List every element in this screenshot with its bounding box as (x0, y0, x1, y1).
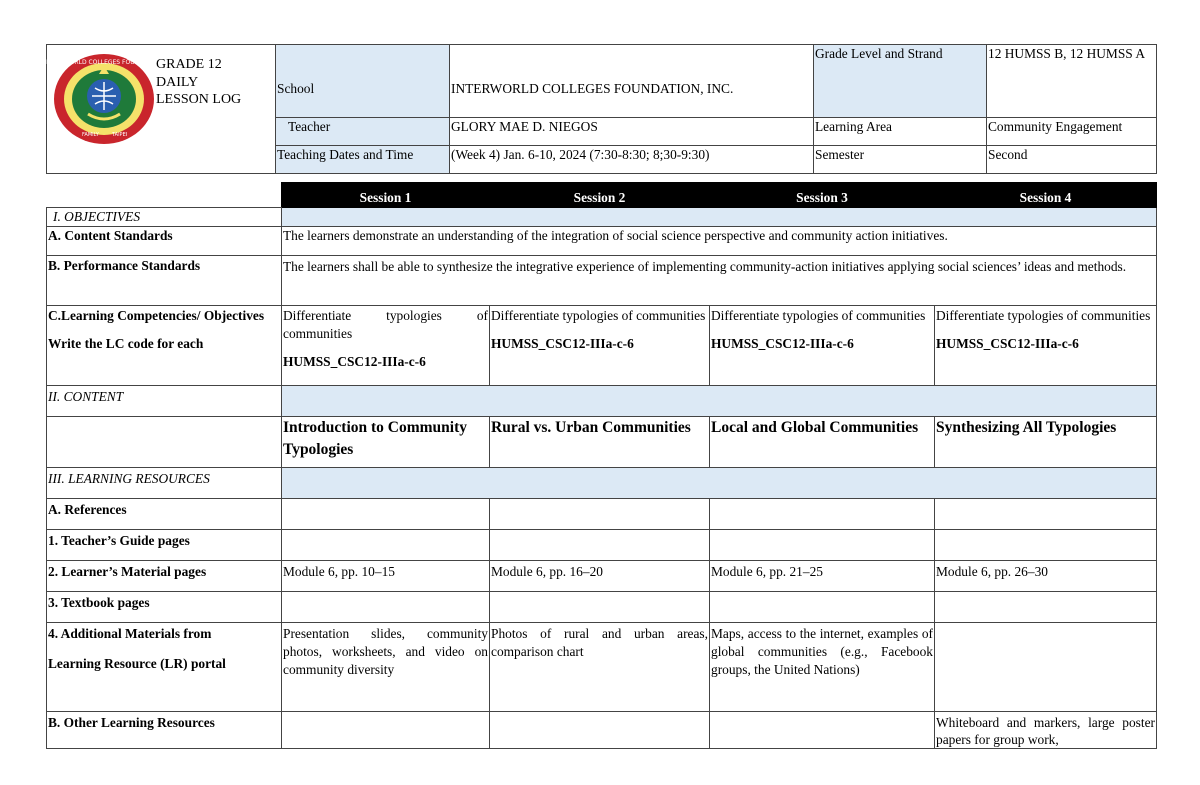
tg-row (47, 530, 1157, 561)
content-heading-row (47, 386, 1157, 417)
grade-value: 12 HUMSS B, 12 HUMSS A (987, 45, 1157, 118)
objectives-band (282, 208, 1157, 227)
additional-label-1: 4. Additional Materials from (48, 626, 212, 641)
tg-label: 1. Teacher’s Guide pages (47, 530, 282, 561)
other-cell-1 (282, 712, 490, 749)
content-heading: II. CONTENT (47, 386, 282, 417)
additional-row (47, 623, 1157, 712)
additional-cell-2: Photos of rural and urban areas, comparison chart (490, 623, 710, 712)
logo-text: INTERWORLD COLLEGES FOUNDATION (46, 59, 162, 66)
other-cell-4: Whiteboard and markers, large poster papers for group work, (935, 712, 1157, 749)
lc-code-2: HUMSS_CSC12-IIIa-c-6 (491, 336, 634, 351)
lm-label: 2. Learner’s Material pages (47, 561, 282, 592)
references-label: A. References (47, 499, 282, 530)
objectives-heading: I. OBJECTIVES (47, 208, 282, 227)
session-3-header: Session 3 (710, 183, 935, 208)
lesson-table (46, 182, 1157, 749)
school-logo-icon (46, 52, 162, 146)
session-1-header: Session 1 (282, 183, 490, 208)
topic-4: Synthesizing All Typologies (935, 417, 1157, 468)
additional-label-2: Learning Resource (LR) portal (48, 656, 226, 671)
resources-heading: III. LEARNING RESOURCES (47, 468, 282, 499)
tg-cell-4 (935, 530, 1157, 561)
session-header-row (47, 183, 1157, 208)
school-value: INTERWORLD COLLEGES FOUNDATION, INC. (450, 45, 814, 118)
performance-standards-value: The learners shall be able to synthesize the integrative experience of implementing community-action initiatives applying social sciences’ ideas and methods. (282, 256, 1157, 306)
semester-label: Semester (814, 146, 987, 174)
competencies-label-cell (47, 306, 282, 386)
content-standards-label: A. Content Standards (47, 227, 282, 256)
other-resources-row (47, 712, 1157, 749)
title-line-2: DAILY (156, 74, 199, 90)
resources-band (282, 468, 1157, 499)
logo-cell (47, 45, 276, 174)
semester-value: Second (987, 146, 1157, 174)
competencies-row (47, 306, 1157, 386)
dates-value: (Week 4) Jan. 6-10, 2024 (7:30-8:30; 8;30-9:30) (450, 146, 814, 174)
references-row (47, 499, 1157, 530)
content-standards-row (47, 227, 1157, 256)
textbook-cell-3 (710, 592, 935, 623)
lm-cell-4: Module 6, pp. 26–30 (935, 561, 1157, 592)
lc-text-4: Differentiate typologies of communities (936, 308, 1151, 323)
references-cell-1 (282, 499, 490, 530)
session-2-header: Session 2 (490, 183, 710, 208)
content-band (282, 386, 1157, 417)
performance-standards-label: B. Performance Standards (47, 256, 282, 306)
resources-heading-row (47, 468, 1157, 499)
tg-cell-1 (282, 530, 490, 561)
references-cell-4 (935, 499, 1157, 530)
lc-cell-3 (710, 306, 935, 386)
tg-cell-3 (710, 530, 935, 561)
additional-cell-1: Presentation slides, community photos, worksheets, and video on community diversity (282, 623, 490, 712)
teacher-label: Teacher (276, 118, 450, 146)
other-cell-2 (490, 712, 710, 749)
lc-code-label: Write the LC code for each (48, 336, 204, 351)
textbook-row (47, 592, 1157, 623)
dates-label: Teaching Dates and Time (276, 146, 450, 174)
topic-1: Introduction to Community Typologies (282, 417, 490, 468)
additional-cell-4 (935, 623, 1157, 712)
textbook-label: 3. Textbook pages (47, 592, 282, 623)
lc-code-3: HUMSS_CSC12-IIIa-c-6 (711, 336, 854, 351)
lm-cell-1: Module 6, pp. 10–15 (282, 561, 490, 592)
session-4-header: Session 4 (935, 183, 1157, 208)
grade-label: Grade Level and Strand (814, 45, 987, 118)
other-resources-label: B. Other Learning Resources (47, 712, 282, 749)
lm-row (47, 561, 1157, 592)
lm-cell-2: Module 6, pp. 16–20 (490, 561, 710, 592)
lc-text-1: Differentiate typologies of communities (283, 308, 488, 341)
objectives-row (47, 208, 1157, 227)
lc-text-2: Differentiate typologies of communities (491, 308, 706, 323)
topic-2: Rural vs. Urban Communities (490, 417, 710, 468)
textbook-cell-4 (935, 592, 1157, 623)
textbook-cell-2 (490, 592, 710, 623)
lm-cell-3: Module 6, pp. 21–25 (710, 561, 935, 592)
references-cell-2 (490, 499, 710, 530)
logo-sub-left: FAMILY (82, 132, 99, 138)
lc-cell-4 (935, 306, 1157, 386)
references-cell-3 (710, 499, 935, 530)
area-value: Community Engagement (987, 118, 1157, 146)
textbook-cell-1 (282, 592, 490, 623)
competencies-label: C.Learning Competencies/ Objectives (48, 308, 265, 323)
lc-code-4: HUMSS_CSC12-IIIa-c-6 (936, 336, 1079, 351)
lc-text-3: Differentiate typologies of communities (711, 308, 926, 323)
content-standards-value: The learners demonstrate an understanding of the integration of social science perspective and community action initiatives. (282, 227, 1157, 256)
title-line-3: LESSON LOG (156, 92, 242, 107)
school-label: School (276, 45, 450, 118)
topics-row (47, 417, 1157, 468)
title-line-1: GRADE 12 (156, 57, 222, 72)
additional-label-cell (47, 623, 282, 712)
topic-3: Local and Global Communities (710, 417, 935, 468)
topics-blank (47, 417, 282, 468)
logo-sub-right: TAIPEI (112, 132, 128, 138)
header-table (46, 44, 1157, 174)
session-header-blank (47, 183, 282, 208)
area-label: Learning Area (814, 118, 987, 146)
performance-standards-row (47, 256, 1157, 306)
lc-cell-1 (282, 306, 490, 386)
lc-cell-2 (490, 306, 710, 386)
lesson-log-title (156, 56, 241, 109)
other-cell-3 (710, 712, 935, 749)
teacher-value: GLORY MAE D. NIEGOS (450, 118, 814, 146)
lc-code-1: HUMSS_CSC12-IIIa-c-6 (283, 354, 426, 369)
additional-cell-3: Maps, access to the internet, examples of global communities (e.g., Facebook groups, the United Nations) (710, 623, 935, 712)
tg-cell-2 (490, 530, 710, 561)
